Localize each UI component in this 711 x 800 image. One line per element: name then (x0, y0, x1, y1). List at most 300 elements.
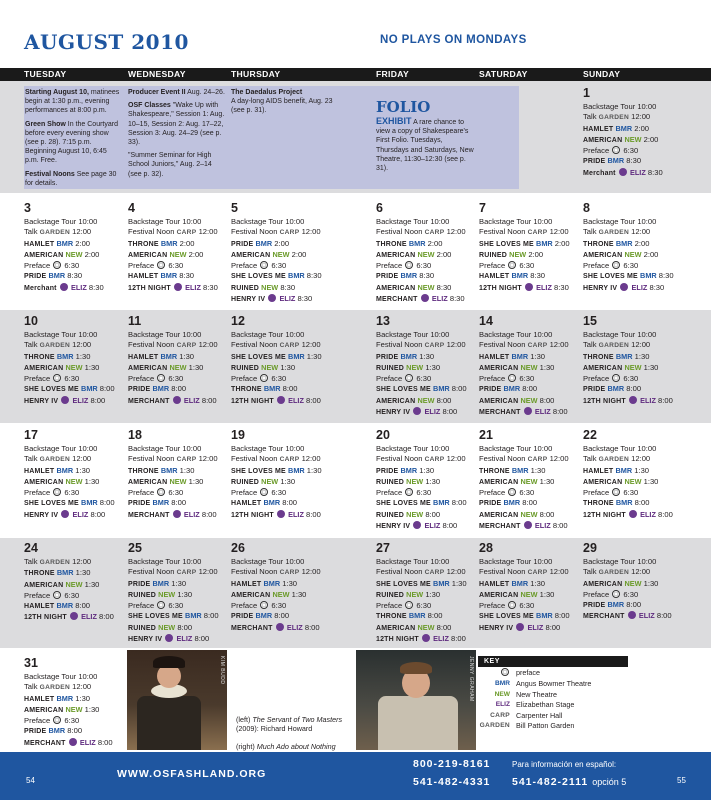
play-title: MERCHANT (479, 523, 521, 531)
event-line (128, 261, 218, 271)
venue-tag: NEW (169, 362, 187, 372)
tuesday-note: Starting August 10, matinees begin at 1:30 p.m., evening performances at 8:00 p.m. Green Show In the Courtyard before every evening show (see p. 28). 7:15 p.m. Beginning August 10, 6:45 p.m. Free. Festival Noons See page 30 for details. (25, 89, 120, 187)
phone-tollfree[interactable]: 800-219-8161 (413, 758, 491, 770)
venue-tag: BMR (185, 611, 202, 621)
preface-icon (508, 601, 516, 609)
event-time: 1:30 (188, 476, 204, 486)
event-time: 10:00 (285, 444, 305, 453)
venue-tag: CARP (279, 569, 300, 577)
event-line (583, 498, 673, 509)
event-line (583, 396, 673, 407)
play-title: PRIDE (583, 386, 606, 394)
play-title: RUINED (231, 364, 260, 372)
event-label: Preface (479, 601, 506, 611)
venue-tag: BMR (400, 351, 418, 361)
event-line (583, 444, 673, 454)
day-number: 24 (24, 541, 38, 555)
venue-tag: NEW (406, 589, 424, 599)
event-line (376, 579, 467, 590)
venue-tag: NEW (65, 704, 83, 714)
event-line (24, 363, 115, 374)
venue-tag: NEW (261, 476, 279, 486)
event-line (231, 498, 322, 509)
event-line (24, 510, 115, 521)
venue-tag: BMR (160, 351, 178, 361)
event-time: 8:00 (656, 611, 672, 621)
event-line (128, 477, 218, 488)
event-time: 8:30 (179, 271, 195, 281)
event-label: Preface (24, 716, 51, 726)
event-time: 1:30 (179, 465, 195, 475)
key-title: KEY (478, 656, 628, 667)
event-line (376, 444, 467, 454)
venue-tag: BMR (48, 726, 66, 736)
event-time: 1:30 (84, 362, 100, 372)
elizabethan-stage-icon (70, 612, 78, 620)
event-line (583, 168, 663, 179)
event-label: Backstage Tour (583, 217, 636, 226)
venue-tag: ELIZ (631, 282, 648, 292)
venue-tag: CARP (176, 229, 197, 237)
event-time: 10:00 (78, 672, 98, 681)
event-label: Backstage Tour (376, 444, 429, 453)
venue-tag: NEW (65, 476, 83, 486)
event-time: 1:30 (419, 351, 435, 361)
event-label: Backstage Tour (583, 102, 636, 111)
venue-tag: CARP (527, 456, 548, 464)
event-time: 8:00 (90, 395, 106, 405)
event-label: Backstage Tour (479, 444, 532, 453)
venue-tag: GARDEN (598, 456, 630, 464)
play-title: HAMLET (583, 467, 614, 475)
event-label: Backstage Tour (376, 330, 429, 339)
event-label: Preface (231, 261, 258, 271)
preface-icon (612, 488, 620, 496)
venue-tag: CARP (424, 229, 445, 237)
event-label: Backstage Tour (583, 330, 636, 339)
event-line (376, 623, 467, 634)
key-row-carp: CARP Carpenter Hall (490, 710, 563, 720)
event-label: Preface (24, 590, 51, 600)
event-line (24, 601, 114, 612)
event-line (231, 374, 322, 384)
event-time: 12:00 (301, 567, 321, 577)
website-link[interactable]: WWW.OSFASHLAND.ORG (117, 768, 267, 780)
event-time: 2:00 (75, 238, 91, 248)
event-line (231, 579, 321, 590)
event-time: 2:00 (528, 249, 544, 259)
event-time: 10:00 (78, 217, 98, 226)
event-label: Preface (231, 374, 258, 384)
play-title: HAMLET (479, 353, 510, 361)
event-time: 8:00 (658, 509, 673, 519)
event-time: 1:30 (643, 578, 659, 588)
day-cell (583, 541, 672, 623)
venue-tag: ELIZ (176, 634, 193, 644)
actor-hat (153, 656, 185, 668)
key-row-garden: GARDEN Bill Patton Garden (479, 721, 575, 731)
play-title: SHE LOVES ME (128, 613, 183, 621)
event-line (583, 227, 674, 238)
event-line (583, 374, 673, 384)
preface-icon (612, 590, 620, 598)
event-time: 1:30 (425, 362, 441, 372)
event-line (24, 477, 115, 488)
event-line (479, 407, 569, 418)
event-time: 1:30 (84, 476, 100, 486)
day-cell (128, 428, 218, 521)
event-line (376, 466, 467, 477)
event-time: 1:30 (425, 476, 441, 486)
day-number: 7 (479, 201, 486, 215)
event-label: Backstage Tour (479, 217, 532, 226)
event-time: 6:30 (168, 488, 184, 498)
event-label: Backstage Tour (24, 444, 77, 453)
day-number: 11 (128, 314, 142, 328)
day-number: 29 (583, 541, 597, 555)
venue-tag: ELIZ (640, 395, 656, 405)
play-title: THRONE (231, 386, 262, 394)
venue-tag: CARP (176, 569, 197, 577)
preface-icon (508, 488, 516, 496)
venue-tag: BMR (408, 611, 426, 621)
venue-tag: GARDEN (598, 114, 630, 122)
event-label: Backstage Tour (583, 557, 636, 566)
day-cell (479, 428, 569, 532)
venue-tag: NEW (406, 362, 424, 372)
event-line (24, 444, 115, 454)
venue-tag: CARP (424, 569, 445, 577)
elizabethan-stage-icon (628, 611, 636, 619)
event-time: 8:00 (171, 498, 187, 508)
event-line (24, 340, 115, 351)
venue-tag: CARP (527, 229, 548, 237)
event-line (24, 217, 104, 227)
event-line (231, 601, 321, 611)
event-line (128, 340, 218, 351)
event-time: 1:30 (84, 579, 100, 589)
elizabethan-stage-icon (173, 396, 181, 404)
event-line (376, 601, 467, 611)
venue-tag: NEW (261, 362, 279, 372)
venue-tag: BMR (511, 465, 529, 475)
event-time: 1:30 (306, 351, 322, 361)
venue-tag: NEW (406, 509, 424, 519)
event-line (231, 590, 321, 601)
event-line (479, 444, 569, 454)
event-time: 6:30 (64, 488, 80, 498)
event-time: 6:30 (64, 716, 80, 726)
event-time: 8:30 (203, 282, 218, 292)
event-time: 2:00 (188, 249, 204, 259)
event-line (128, 227, 218, 238)
venue-tag: NEW (417, 622, 435, 632)
venue-tag: ELIZ (629, 167, 646, 177)
play-title: MERCHANT (24, 739, 66, 747)
weekday-saturday: SATURDAY (479, 69, 528, 79)
event-line (231, 294, 322, 305)
venue-tag: BMR (433, 578, 450, 588)
event-line (479, 510, 569, 521)
event-time: 6:30 (271, 601, 287, 611)
play-title: HENRY IV (376, 523, 411, 531)
play-title: AMERICAN (24, 364, 64, 372)
event-line (479, 611, 570, 622)
play-title: PRIDE (376, 273, 399, 281)
event-line (376, 217, 466, 227)
event-line (24, 330, 115, 340)
event-time: 6:30 (168, 374, 184, 384)
event-line (479, 217, 570, 227)
venue-tag: BMR (288, 271, 305, 281)
event-time: 2:00 (554, 238, 570, 248)
venue-tag: BMR (511, 351, 529, 361)
event-time: 10:00 (430, 330, 450, 339)
event-line (376, 557, 467, 567)
play-title: Merchant (583, 169, 616, 177)
event-label: Backstage Tour (231, 217, 284, 226)
day-cell (479, 201, 570, 294)
event-time: 8:00 (545, 622, 561, 632)
event-time: 8:00 (522, 498, 538, 508)
event-line (479, 271, 570, 282)
play-title: THRONE (479, 467, 510, 475)
event-line (24, 738, 113, 749)
spanish-phone[interactable]: 541-482-2111 opción 5 (512, 776, 627, 788)
play-title: MERCHANT (231, 624, 273, 632)
venue-tag: CARP (279, 342, 300, 350)
event-time: 6:30 (519, 374, 535, 384)
event-time: 2:00 (643, 134, 659, 144)
day-cell (479, 314, 569, 418)
play-title: RUINED (376, 364, 405, 372)
venue-tag: BMR (255, 611, 273, 621)
venue-tag: ELIZ (424, 407, 441, 417)
event-line (583, 239, 674, 250)
play-title: HAMLET (479, 580, 510, 588)
event-time: 12:00 (198, 567, 218, 577)
event-label: Talk (583, 454, 597, 464)
day-cell (583, 201, 674, 294)
venue-tag: NEW (65, 579, 83, 589)
event-line (583, 579, 672, 590)
play-title: SHE LOVES ME (479, 240, 534, 248)
event-line (479, 363, 569, 374)
play-title: AMERICAN (583, 136, 623, 144)
event-line (583, 611, 672, 622)
elizabethan-stage-icon (268, 294, 276, 302)
event-time: 1:30 (280, 476, 296, 486)
event-label: Preface (376, 261, 403, 271)
day-cell (231, 201, 322, 305)
event-time: 8:00 (99, 612, 114, 622)
event-line (231, 611, 321, 622)
event-time: 8:00 (451, 634, 466, 644)
play-title: 12TH NIGHT (231, 511, 274, 519)
event-label: Festival Noon (128, 567, 175, 577)
event-line (583, 112, 663, 123)
venue-tag: GARDEN (39, 559, 71, 566)
event-label: Preface (583, 374, 610, 384)
elizabethan-stage-icon (422, 634, 430, 642)
event-time: 10:00 (285, 217, 305, 226)
weekday-header-bar (0, 68, 711, 81)
play-title: HAMLET (24, 467, 55, 475)
event-line (376, 521, 467, 532)
event-label: Preface (479, 374, 506, 384)
event-time: 12:00 (631, 112, 651, 122)
venue-tag: NEW (158, 622, 176, 632)
play-title: PRIDE (128, 386, 151, 394)
venue-tag: NEW (417, 282, 435, 292)
event-label: Backstage Tour (479, 557, 532, 566)
venue-tag: BMR (640, 271, 657, 281)
event-line (376, 261, 466, 271)
preface-icon (405, 374, 413, 382)
event-time: 2:00 (436, 249, 452, 259)
event-line (583, 340, 673, 351)
venue-tag: NEW (624, 578, 642, 588)
event-line (583, 250, 674, 261)
event-line (479, 396, 569, 407)
venue-tag: BMR (56, 601, 74, 611)
elizabethan-stage-icon (165, 634, 173, 642)
event-time: 8:00 (194, 634, 210, 644)
event-line (231, 510, 322, 521)
event-time: 6:30 (416, 261, 432, 271)
event-label: Talk (583, 227, 597, 237)
venue-tag: ELIZ (72, 395, 89, 405)
event-time: 12:00 (549, 227, 569, 237)
day-cell (231, 314, 322, 407)
venue-tag: NEW (624, 476, 642, 486)
event-line (376, 239, 466, 250)
day-number: 15 (583, 314, 597, 328)
event-line (231, 352, 322, 363)
play-title: MERCHANT (128, 511, 170, 519)
weekday-thursday: THURSDAY (231, 69, 281, 79)
event-time: 8:00 (552, 407, 568, 417)
event-time: 2:00 (643, 249, 659, 259)
venue-tag: BMR (160, 465, 178, 475)
event-time: 8:30 (626, 156, 642, 166)
event-time: 1:30 (539, 362, 555, 372)
event-line (231, 239, 322, 250)
venue-tag: BMR (408, 238, 426, 248)
event-label: Preface (583, 146, 610, 156)
event-time: 8:00 (436, 622, 452, 632)
event-label: Festival Noon (479, 227, 526, 237)
day-number: 21 (479, 428, 493, 442)
event-line (583, 261, 674, 271)
play-title: HAMLET (231, 580, 262, 588)
event-label: Preface (583, 261, 610, 271)
day-cell (583, 86, 663, 179)
event-line (24, 580, 114, 591)
weekday-wednesday: WEDNESDAY (128, 69, 186, 79)
event-line (24, 283, 104, 294)
play-title: HENRY IV (24, 397, 59, 405)
venue-tag: GARDEN (39, 229, 71, 237)
venue-tag: ELIZ (72, 509, 89, 519)
event-label: Festival Noon (376, 340, 423, 350)
event-time: 1:30 (634, 465, 650, 475)
play-title: HAMLET (24, 240, 55, 248)
venue-tag: BMR (152, 578, 170, 588)
event-time: 1:30 (451, 578, 467, 588)
preface-icon (405, 601, 413, 609)
event-label: Backstage Tour (231, 330, 284, 339)
event-label: Preface (376, 374, 403, 384)
day-cell (24, 656, 113, 749)
event-line (479, 557, 570, 567)
event-time: 6:30 (271, 374, 287, 384)
preface-icon (53, 716, 61, 724)
play-title: PRIDE (24, 728, 47, 736)
event-label: Preface (231, 601, 258, 611)
event-line (128, 611, 219, 622)
day-number: 26 (231, 541, 245, 555)
footer-bar (0, 752, 711, 800)
day-number: 22 (583, 428, 597, 442)
event-time: 2:00 (427, 238, 443, 248)
event-label: Preface (128, 488, 155, 498)
play-title: HAMLET (24, 603, 55, 611)
event-line (128, 454, 218, 465)
venue-tag: ELIZ (534, 407, 551, 417)
event-time: 12:00 (198, 340, 218, 350)
event-line (24, 227, 104, 238)
event-line (479, 340, 569, 351)
event-line (128, 557, 219, 567)
phone-local[interactable]: 541-482-4331 (413, 776, 491, 788)
event-line (376, 407, 467, 418)
event-time: 10:00 (637, 444, 657, 453)
event-time: 8:30 (419, 271, 435, 281)
venue-tag: GARDEN (598, 229, 630, 237)
event-line (24, 261, 104, 271)
event-time: 10:00 (182, 330, 202, 339)
event-time: 8:00 (67, 726, 83, 736)
event-line (128, 384, 218, 395)
event-time: 8:00 (282, 384, 298, 394)
venue-tag: ELIZ (70, 282, 87, 292)
play-title: RUINED (479, 251, 508, 259)
day-cell (231, 541, 321, 634)
event-line (231, 623, 321, 634)
spanish-info-label: Para información en español: (512, 760, 617, 769)
day-number: 1 (583, 86, 590, 100)
event-line (128, 567, 219, 578)
page-number-right: 55 (677, 776, 686, 785)
event-line (376, 477, 467, 488)
venue-tag: BMR (56, 693, 74, 703)
event-label: Talk (24, 557, 38, 566)
event-label: Preface (128, 374, 155, 384)
event-line (24, 271, 104, 282)
event-time: 8:00 (306, 395, 321, 405)
event-line (479, 477, 569, 488)
day-cell (376, 201, 466, 305)
play-title: THRONE (128, 467, 159, 475)
venue-tag: CARP (527, 569, 548, 577)
play-title: MERCHANT (583, 613, 625, 621)
event-time: 8:00 (274, 611, 290, 621)
event-line (376, 634, 467, 645)
play-title: PRIDE (128, 580, 151, 588)
venue-tag: NEW (65, 249, 83, 259)
play-title: RUINED (376, 478, 405, 486)
